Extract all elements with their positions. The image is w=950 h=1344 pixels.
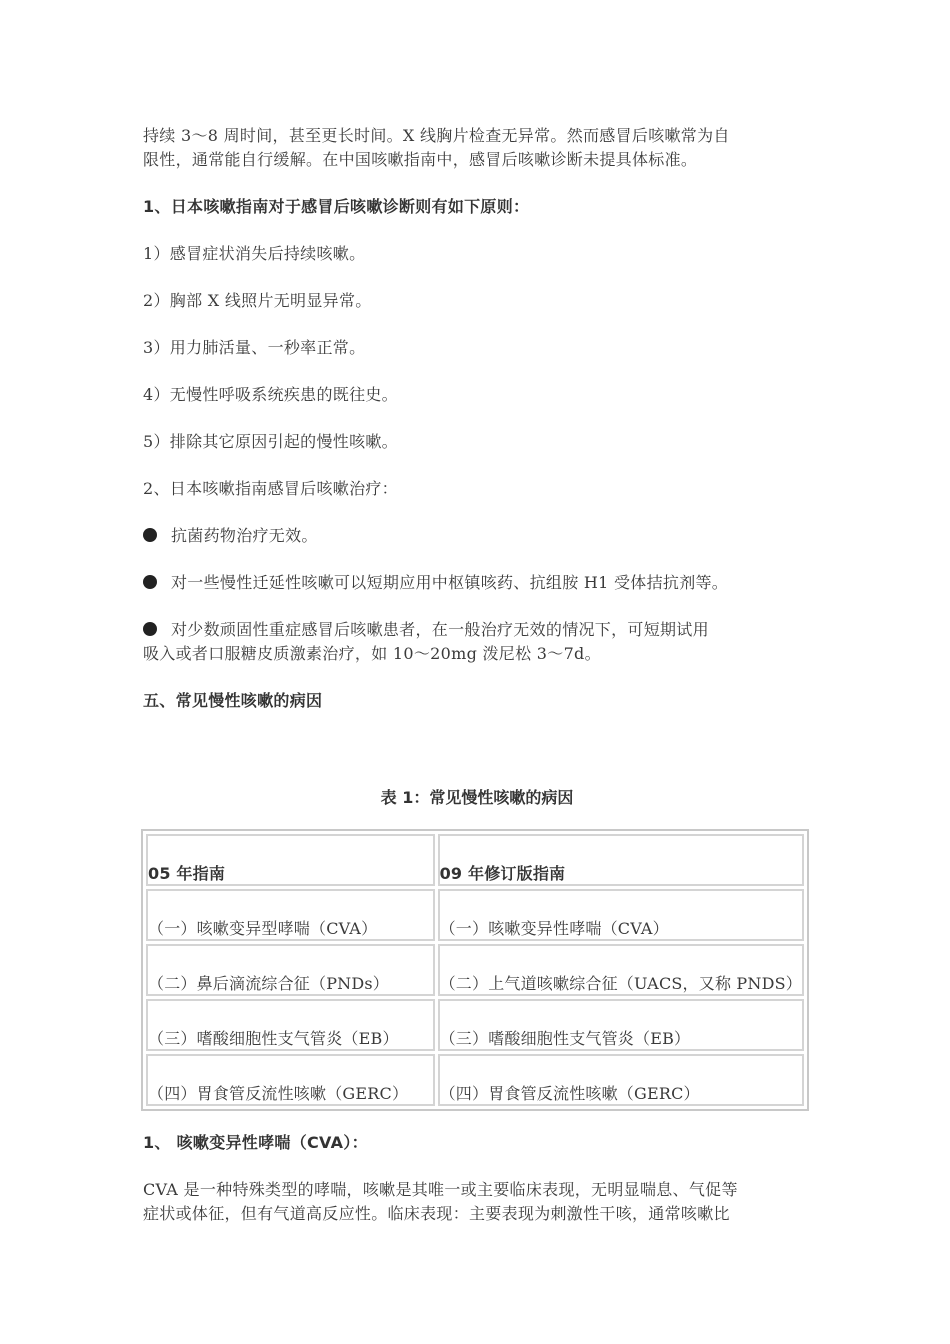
table-cell: （一）咳嗽变异型哮喘（CVA） — [146, 889, 435, 941]
bullet-icon — [143, 575, 157, 589]
intro-line-2: 限性，通常能自行缓解。在中国咳嗽指南中，感冒后咳嗽诊断未提具体标准。 — [143, 150, 698, 169]
criteria-item-5: 5）排除其它原因引起的慢性咳嗽。 — [143, 432, 398, 451]
table-row — [146, 999, 804, 1051]
treatment-bullet-2-text: 对一些慢性迁延性咳嗽可以短期应用中枢镇咳药、抗组胺 H1 受体拮抗剂等。 — [171, 573, 729, 592]
table-cell: （一）咳嗽变异性哮喘（CVA） — [438, 889, 804, 941]
document-page — [143, 124, 811, 1226]
table-cell: （四）胃食管反流性咳嗽（GERC） — [146, 1054, 435, 1106]
table-cell: （三）嗜酸细胞性支气管炎（EB） — [146, 999, 435, 1051]
treatment-bullet-2 — [143, 571, 811, 595]
section1-heading: 1、日本咳嗽指南对于感冒后咳嗽诊断则有如下原则： — [143, 197, 530, 216]
section5-heading: 五、常见慢性咳嗽的病因 — [143, 691, 323, 710]
cva-line-2: 症状或体征，但有气道高反应性。临床表现：主要表现为刺激性干咳，通常咳嗽比 — [143, 1204, 730, 1223]
treatment-bullet-1 — [143, 524, 811, 548]
cva-line-1: CVA 是一种特殊类型的哮喘，咳嗽是其唯一或主要临床表现，无明显喘息、气促等 — [143, 1180, 738, 1199]
table-header-cell: 09 年修订版指南 — [438, 834, 804, 886]
criteria-item-3: 3）用力肺活量、一秒率正常。 — [143, 338, 366, 357]
criteria-item-4: 4）无慢性呼吸系统疾患的既往史。 — [143, 385, 398, 404]
treatment-bullet-3-cont: 吸入或者口服糖皮质激素治疗，如 10～20mg 泼尼松 3～7d。 — [143, 644, 601, 663]
criteria-item-1: 1）感冒症状消失后持续咳嗽。 — [143, 244, 366, 263]
table-cell: （三）嗜酸细胞性支气管炎（EB） — [438, 999, 804, 1051]
bullet-icon — [143, 622, 157, 636]
table-row — [146, 889, 804, 941]
table-header-row — [146, 834, 804, 886]
treatment-bullet-3-text: 对少数顽固性重症感冒后咳嗽患者，在一般治疗无效的情况下，可短期试用 — [171, 620, 709, 639]
table-caption: 表 1：常见慢性咳嗽的病因 — [380, 788, 574, 807]
table-header-cell: 05 年指南 — [146, 834, 435, 886]
bullet-icon — [143, 528, 157, 542]
table-cell: （二）上气道咳嗽综合征（UACS，又称 PNDS） — [438, 944, 804, 996]
table-cell: （二）鼻后滴流综合征（PNDs） — [146, 944, 435, 996]
treatment-bullet-1-text: 抗菌药物治疗无效。 — [171, 526, 318, 545]
treatment-bullet-3 — [143, 618, 811, 642]
cva-heading: 1、 咳嗽变异性哮喘（CVA）： — [143, 1133, 368, 1152]
table-cell: （四）胃食管反流性咳嗽（GERC） — [438, 1054, 804, 1106]
table-row — [146, 1054, 804, 1106]
section2-heading: 2、日本咳嗽指南感冒后咳嗽治疗： — [143, 479, 398, 498]
causes-table — [141, 829, 809, 1111]
criteria-item-2: 2）胸部 X 线照片无明显异常。 — [143, 291, 372, 310]
table-row — [146, 944, 804, 996]
intro-line-1: 持续 3～8 周时间，甚至更长时间。X 线胸片检查无异常。然而感冒后咳嗽常为自 — [143, 126, 730, 145]
